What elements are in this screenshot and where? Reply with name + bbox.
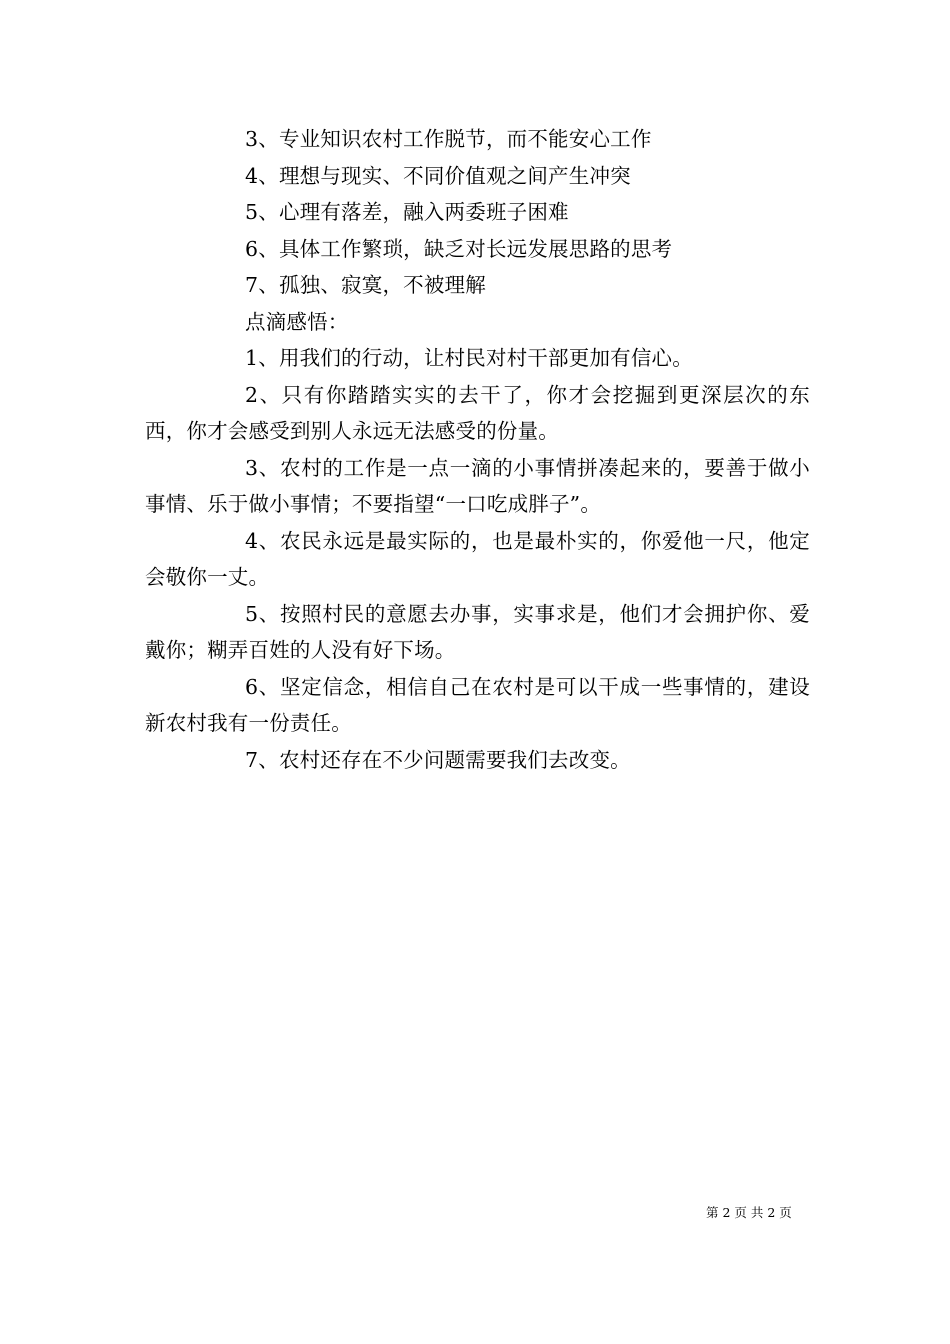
list-item: 5、心理有落差，融入两委班子困难 <box>245 200 569 224</box>
insight-paragraph: 4、农民永远是最实际的，也是最朴实的，你爱他一尺，他定会敬你一丈。 <box>145 528 810 589</box>
insight-paragraph: 1、用我们的行动，让村民对村干部更加有信心。 <box>245 346 693 370</box>
list-item: 6、具体工作繁琐，缺乏对长远发展思路的思考 <box>245 236 673 261</box>
page-footer: 第 2 页 共 2 页 <box>706 1205 792 1220</box>
insight-paragraph: 3、农村的工作是一点一滴的小事情拼凑起来的，要善于做小事情、乐于做小事情；不要指望“一口吃成胖子”。 <box>145 455 810 516</box>
document-body <box>145 121 810 778</box>
section-heading: 点滴感悟： <box>245 309 349 334</box>
insight-paragraph: 5、按照村民的意愿去办事，实事求是，他们才会拥护你、爱戴你；糊弄百姓的人没有好下场。 <box>145 601 810 662</box>
insight-paragraph: 2、只有你踏踏实实的去干了，你才会挖掘到更深层次的东西，你才会感受到别人永远无法感受的份量。 <box>145 382 810 443</box>
list-item: 7、孤独、寂寞，不被理解 <box>245 273 486 297</box>
insight-paragraph: 7、农村还存在不少问题需要我们去改变。 <box>245 747 631 772</box>
list-item: 3、专业知识农村工作脱节，而不能安心工作 <box>245 127 652 151</box>
list-item: 4、理想与现实、不同价值观之间产生冲突 <box>245 163 631 188</box>
insight-paragraph: 6、坚定信念，相信自己在农村是可以干成一些事情的，建设新农村我有一份责任。 <box>145 674 810 735</box>
